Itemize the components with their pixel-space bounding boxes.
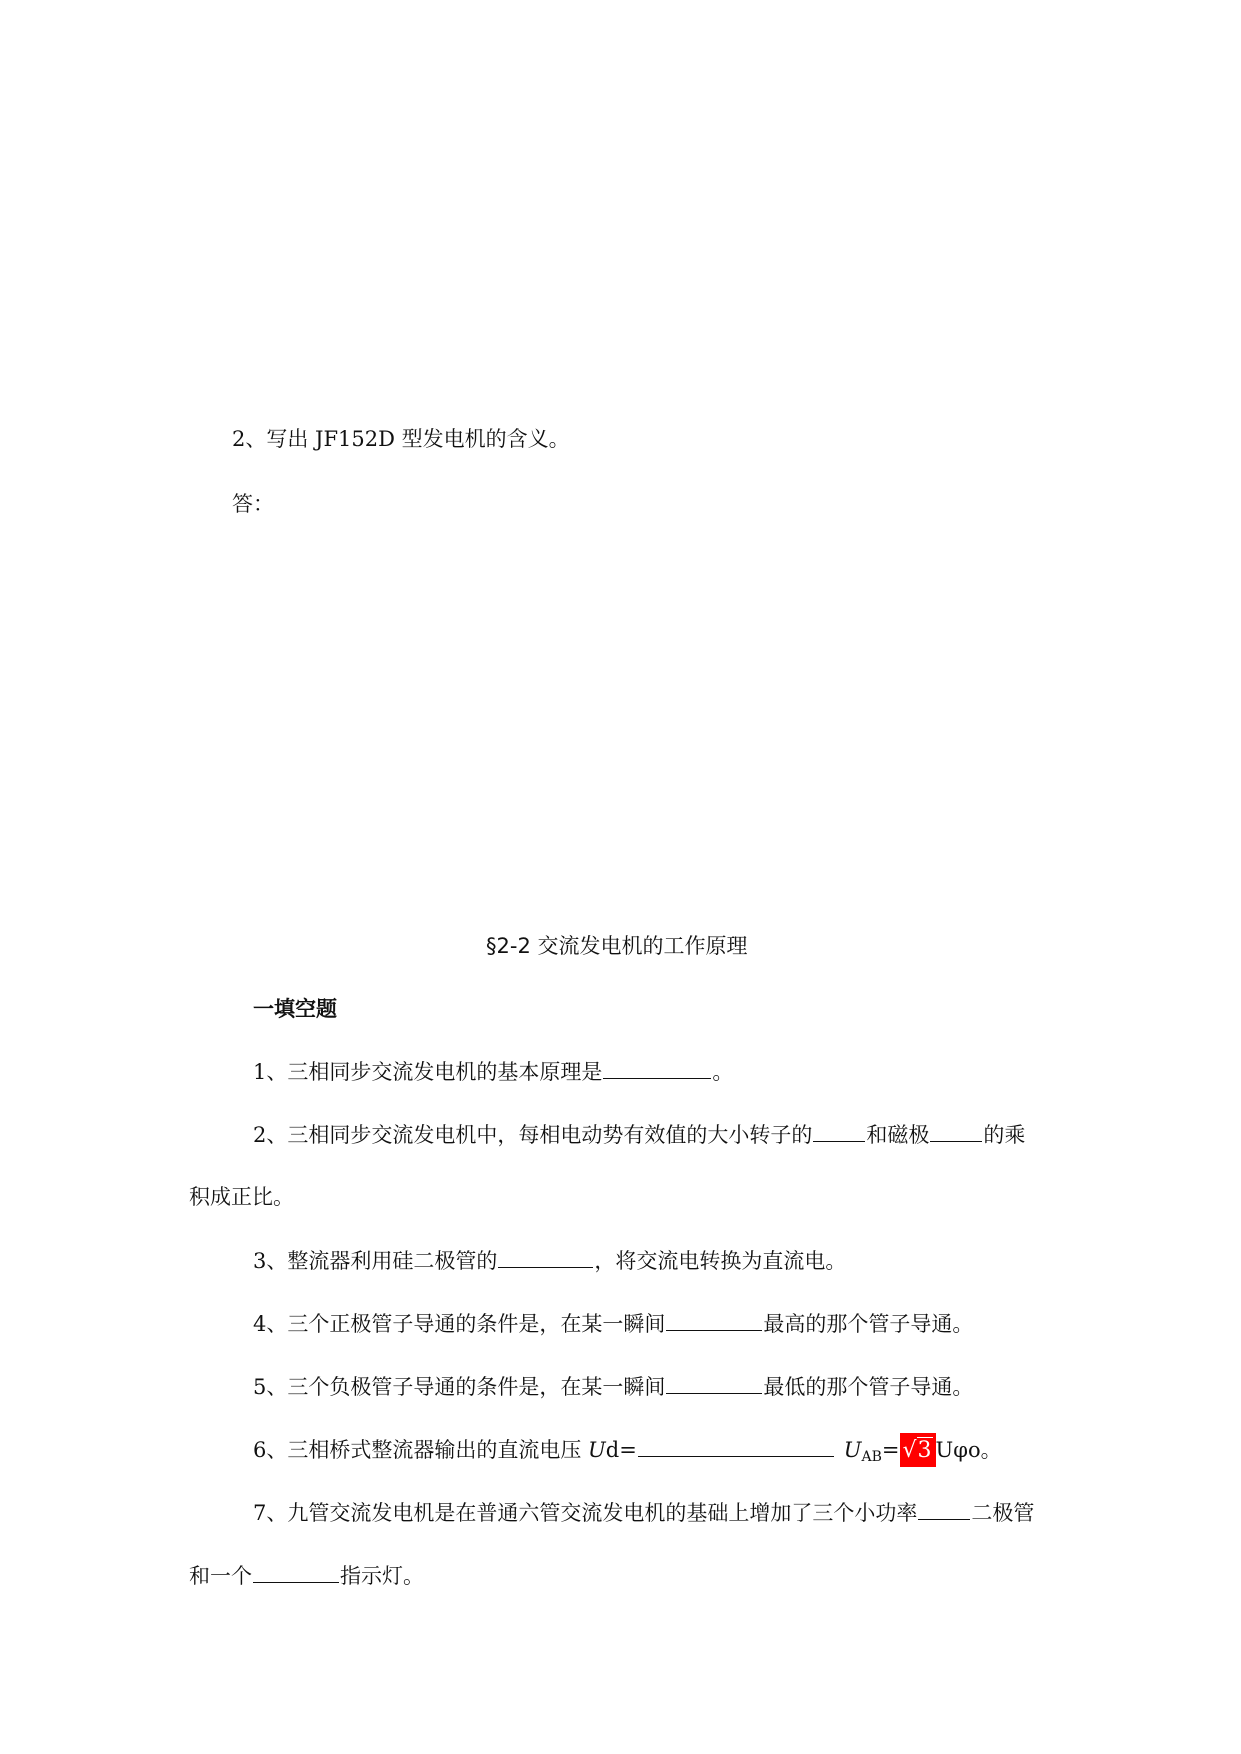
blank-4[interactable]	[666, 1308, 762, 1331]
part-heading: 一填空题	[253, 997, 337, 1021]
blank-2b[interactable]	[930, 1119, 982, 1142]
blank-3[interactable]	[498, 1245, 593, 1268]
fill-item-6: 6、三相桥式整流器输出的直流电压 $Ud= U_{AB}= √3$ Uφo。	[253, 1434, 1002, 1472]
fill-item-3: 3、整流器利用硅二极管的 ，将交流电转换为直流电。	[253, 1245, 846, 1276]
fill-item-2: 2、三相同步交流发电机中，每相电动势有效值的大小转子的 和磁极 的乘	[253, 1119, 1025, 1150]
fill-item-5: 5、三个负极管子导通的条件是，在某一瞬间 最低的那个管子导通。	[253, 1371, 973, 1402]
fill-item-4: 4、三个正极管子导通的条件是，在某一瞬间 最高的那个管子导通。	[253, 1308, 973, 1339]
answer-label: 答：	[232, 492, 274, 516]
blank-6[interactable]	[638, 1434, 834, 1457]
fill-item-2-continued: 积成正比。	[189, 1185, 294, 1209]
section-title: §2-2 交流发电机的工作原理	[486, 934, 748, 958]
fill-item-7-continued: 和一个 指示灯。	[189, 1560, 424, 1591]
blank-5[interactable]	[666, 1371, 762, 1394]
question-2-text: 2、写出 JF152D 型发电机的含义。	[232, 427, 570, 451]
blank-2a[interactable]	[813, 1119, 865, 1142]
blank-7b[interactable]	[253, 1560, 339, 1583]
blank-7a[interactable]	[918, 1497, 970, 1520]
blank-1[interactable]	[603, 1056, 711, 1079]
fill-item-1: 1、三相同步交流发电机的基本原理是 。	[253, 1056, 733, 1087]
sqrt-three-highlight: √3	[900, 1433, 936, 1467]
fill-item-7: 7、九管交流发电机是在普通六管交流发电机的基础上增加了三个小功率 二极管	[253, 1497, 1034, 1528]
